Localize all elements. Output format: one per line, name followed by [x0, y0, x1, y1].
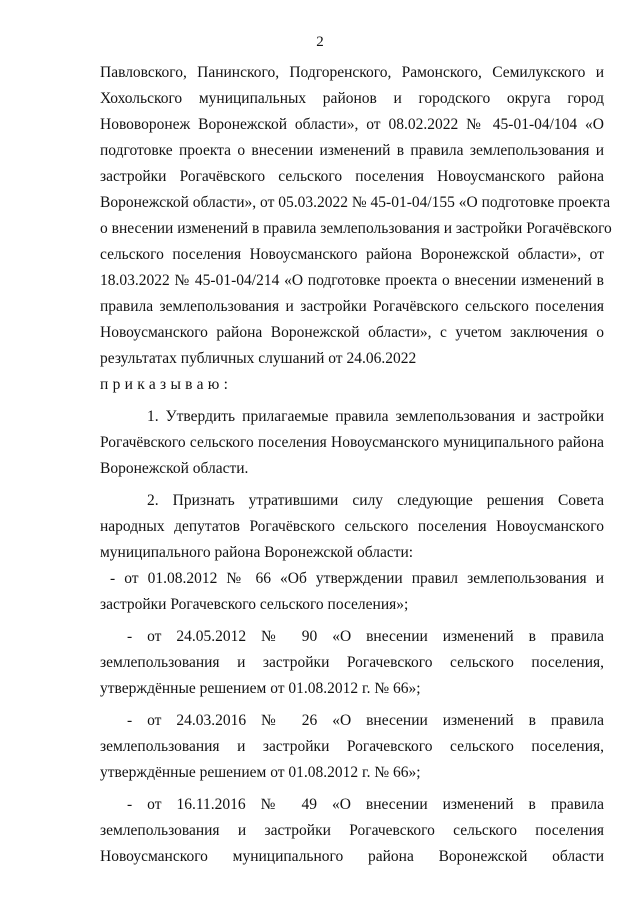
body-line: подготовке проекта о внесении изменений в правила землепользования и: [100, 142, 604, 159]
list-item-line: землепользования и застройки Рогачевского сельского поселения,: [100, 738, 604, 755]
body-line: Хохольского муниципальных районов и городского округа город: [100, 90, 604, 107]
body-line: результатах публичных слушаний от 24.06.2022: [100, 350, 417, 367]
list-item-line: застройки Рогачевского сельского поселения»;: [100, 596, 409, 613]
item-1-line: Воронежской области.: [100, 460, 249, 477]
list-item-line: Новоусманского муниципального района Воронежской области: [100, 848, 604, 865]
item-2-line: муниципального района Воронежской области:: [100, 544, 414, 561]
body-line: сельского поселения Новоусманского района Воронежской области», от: [100, 246, 604, 263]
order-word: приказываю:: [100, 376, 233, 393]
document-body: [100, 60, 612, 870]
item-1-line: 1. Утвердить прилагаемые правила землепользования и застройки: [147, 408, 604, 425]
body-line: правила землепользования и застройки Рогачёвского сельского поселения: [100, 298, 604, 315]
list-item-line: - от 24.05.2012 № 90 «О внесении изменений в правила: [127, 628, 604, 645]
body-line: Воронежской области», от 05.03.2022 № 45-01-04/155 «О подготовке проекта: [100, 194, 611, 211]
body-line: застройки Рогачёвского сельского поселения Новоусманского района: [100, 168, 604, 185]
item-2-line: народных депутатов Рогачёвского сельского поселения Новоусманского: [100, 518, 604, 535]
list-item-line: землепользования и застройки Рогачевского сельского поселения,: [100, 654, 604, 671]
body-line: Павловского, Панинского, Подгоренского, Рамонского, Семилукского и: [100, 64, 604, 81]
list-item-line: землепользования и застройки Рогачевского сельского поселения: [100, 822, 604, 839]
list-item-line: утверждённые решением от 01.08.2012 г. № 66»;: [100, 680, 421, 697]
body-line: о внесении изменений в правила землепользования и застройки Рогачёвского: [100, 220, 612, 237]
item-1-line: Рогачёвского сельского поселения Новоусманского муниципального района: [100, 434, 604, 451]
list-item-line: - от 24.03.2016 № 26 «О внесении изменений в правила: [127, 712, 604, 729]
body-line: Нововоронеж Воронежской области», от 08.02.2022 № 45-01-04/104 «О: [100, 116, 604, 133]
list-item-line: - от 16.11.2016 № 49 «О внесении изменений в правила: [127, 796, 604, 813]
body-line: 18.03.2022 № 45-01-04/214 «О подготовке проекта о внесении изменений в: [100, 272, 604, 289]
list-item-line: - от 01.08.2012 № 66 «Об утверждении правил землепользования и: [110, 570, 604, 587]
body-line: Новоусманского района Воронежской области», с учетом заключения о: [100, 324, 604, 341]
list-item-line: утверждённые решением от 01.08.2012 г. № 66»;: [100, 764, 421, 781]
item-2-line: 2. Признать утратившими силу следующие решения Совета: [147, 492, 604, 509]
page-number: 2: [316, 34, 324, 50]
